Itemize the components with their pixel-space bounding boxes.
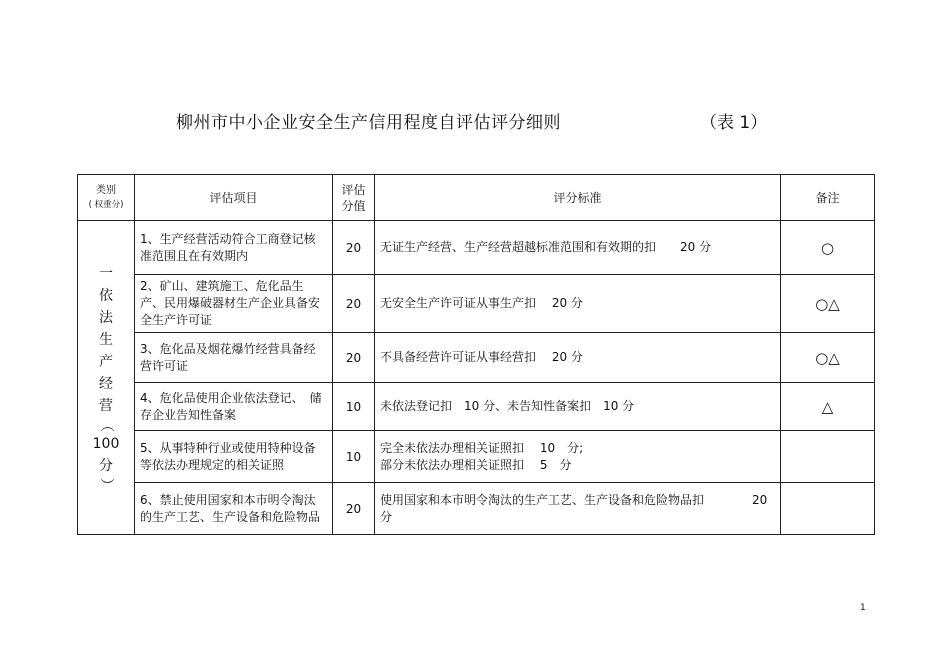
table-row xyxy=(78,221,875,275)
header-category-sub: ( 权重分) xyxy=(88,199,124,210)
category-char: 100 xyxy=(92,435,120,452)
table-number: （表 1） xyxy=(700,113,768,133)
table-row xyxy=(78,483,875,535)
category-char: 分 xyxy=(99,457,113,474)
item-cell: 5、从事特种行业或使用特种设备等依法办理规定的相关证照 xyxy=(135,431,333,483)
criteria-cell: 使用国家和本市明令淘汰的生产工艺、生产设备和危险物品扣 20 分 xyxy=(375,483,781,535)
header-criteria: 评分标准 xyxy=(375,175,781,221)
note-cell xyxy=(781,431,875,483)
category-char: ） xyxy=(98,477,114,492)
category-char: 法 xyxy=(99,309,113,326)
score-cell: 10 xyxy=(333,383,375,431)
criteria-line-1: 完全未依法办理相关证照扣 10 分; xyxy=(380,440,584,455)
category-char: 营 xyxy=(99,397,113,414)
category-char: （ xyxy=(98,417,114,432)
item-cell: 6、禁止使用国家和本市明令淘汰的生产工艺、生产设备和危险物品 xyxy=(135,483,333,535)
item-cell: 3、危化品及烟花爆竹经营具备经营许可证 xyxy=(135,333,333,383)
category-vertical-text xyxy=(83,263,129,493)
table-row xyxy=(78,431,875,483)
score-cell: 20 xyxy=(333,275,375,333)
score-cell: 20 xyxy=(333,333,375,383)
note-cell: △ xyxy=(781,383,875,431)
header-item: 评估项目 xyxy=(135,175,333,221)
item-cell: 2、矿山、建筑施工、危化品生产、民用爆破器材生产企业具备安全生产许可证 xyxy=(135,275,333,333)
table-row xyxy=(78,275,875,333)
scoring-table xyxy=(77,174,875,535)
score-cell: 20 xyxy=(333,221,375,275)
score-cell: 20 xyxy=(333,483,375,535)
category-char: 经 xyxy=(99,375,113,392)
document-title: 柳州市中小企业安全生产信用程度自评估评分细则 xyxy=(176,113,561,133)
category-char: 生 xyxy=(99,331,113,348)
criteria-cell: 未依法登记扣 10 分、未告知性备案扣 10 分 xyxy=(375,383,781,431)
criteria-cell xyxy=(375,431,781,483)
page-number: 1 xyxy=(860,603,866,613)
table-row xyxy=(78,333,875,383)
criteria-cell: 无安全生产许可证从事生产扣 20 分 xyxy=(375,275,781,333)
criteria-line-2: 部分未依法办理相关证照扣 5 分 xyxy=(380,457,572,472)
note-cell: ○ xyxy=(781,221,875,275)
note-cell: ○△ xyxy=(781,333,875,383)
category-char: 依 xyxy=(99,287,113,304)
score-cell: 10 xyxy=(333,431,375,483)
criteria-cell: 不具备经营许可证从事经营扣 20 分 xyxy=(375,333,781,383)
header-score: 评估分值 xyxy=(333,175,375,221)
category-cell xyxy=(78,221,135,535)
header-category-label: 类别 xyxy=(96,184,116,196)
header-note: 备注 xyxy=(781,175,875,221)
header-category xyxy=(78,175,135,221)
table-row xyxy=(78,383,875,431)
category-char: 一 xyxy=(99,265,113,282)
item-cell: 1、生产经营活动符合工商登记核准范围且在有效期内 xyxy=(135,221,333,275)
category-char: 产 xyxy=(99,353,113,370)
note-cell xyxy=(781,483,875,535)
header-row xyxy=(78,175,875,221)
criteria-cell: 无证生产经营、生产经营超越标准范围和有效期的扣 20 分 xyxy=(375,221,781,275)
item-cell: 4、危化品使用企业依法登记、 储存企业告知性备案 xyxy=(135,383,333,431)
note-cell: ○△ xyxy=(781,275,875,333)
